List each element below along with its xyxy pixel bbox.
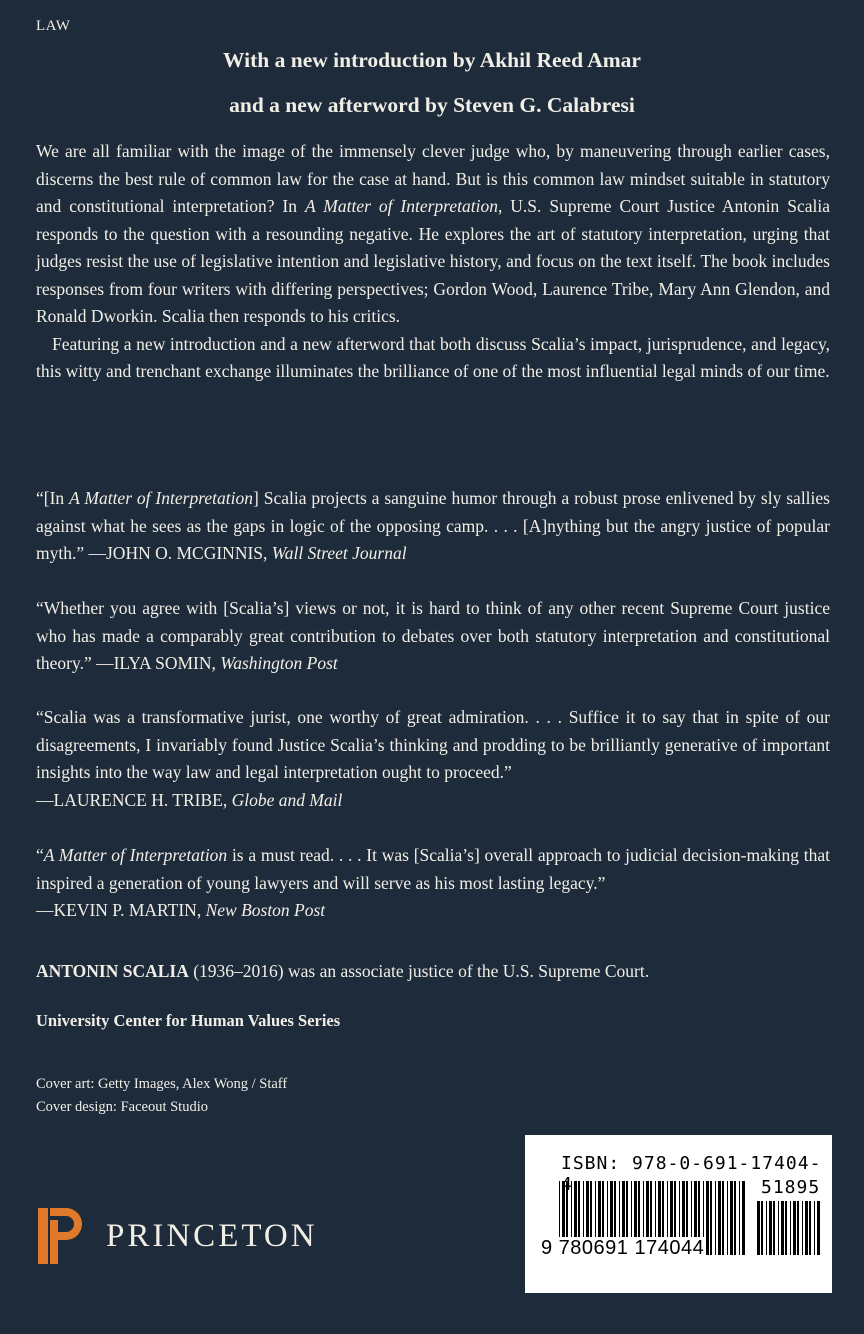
price-code: 51895 (761, 1177, 821, 1198)
barcode-icon (525, 1135, 832, 1293)
isbn-label: ISBN: 978-0-691-17404-4 (561, 1153, 822, 1195)
cover-design-credit: Cover design: Faceout Studio (36, 1099, 208, 1115)
publisher-name: PRINCETON (106, 1218, 318, 1254)
author-name: ANTONIN SCALIA (36, 961, 189, 981)
isbn-barcode (525, 1135, 832, 1293)
quote-martin (36, 842, 830, 925)
author-bio (36, 958, 830, 986)
headline-line-2: and a new afterword by Steven G. Calabresi (229, 93, 635, 117)
description-text: We are all familiar with the image of the immensely clever judge who, by maneuvering through earlier cases, discerns the best rule of common law for the case at hand. But is this common law mindset suitable in statutory and constitutional interpretation? In (36, 141, 830, 216)
quote-mcginnis (36, 485, 830, 568)
quote-somin (36, 595, 830, 678)
quote-source: Washington Post (220, 653, 338, 673)
description-text: , U.S. Supreme Court Justice Antonin Scalia responds to the question with a resounding negative. He explores the art of statutory interpretation, urging that judges resist the use of legislative intention and legislative history, and focus on the text itself. The book includes responses from four writers with differing perspectives; Gordon Wood, Laurence Tribe, Mary Ann Glendon, and Ronald Dworkin. Scalia then responds to his critics. (36, 196, 830, 326)
quote-source: New Boston Post (205, 900, 326, 920)
quote-text: is a must read. . . . It was [Scalia’s] overall approach to judicial decision-making that inspired a generation of young lawyers and will serve as his most lasting legacy.” (36, 845, 830, 893)
bio-text: (1936–2016) was an associate justice of the U.S. Supreme Court. (188, 961, 650, 981)
quote-text: “Whether you agree with [Scalia’s] views or not, it is hard to think of any other recent Supreme Court justice who has made a comparably great contribution to debates over both statutory interpretation and constitutional theory.” —ILYA SOMIN, (36, 598, 830, 673)
quote-attribution: —LAURENCE H. TRIBE, (36, 789, 232, 810)
publisher-logo (36, 1204, 356, 1268)
quote-attribution: —KEVIN P. MARTIN, (36, 900, 206, 920)
category-label: LAW (36, 18, 71, 34)
cover-credits (36, 1073, 287, 1119)
book-title: A Matter of Interpretation (304, 196, 498, 216)
series-name: University Center for Human Values Series (36, 1011, 341, 1030)
quote-text: “Scalia was a transformative jurist, one worthy of great admiration. . . . Suffice it to say that in spite of our disagreements, I invariably found Justice Scalia’s thinking and prodding to be brilliantly generative of important insights into the way law and legal interpretation ought to proceed.” (36, 707, 830, 782)
quote-source: Globe and Mail (231, 789, 343, 810)
quote-text: “ (36, 845, 44, 865)
barcode-digits: 9 780691 174044 (541, 1237, 705, 1259)
quote-tribe (36, 704, 830, 814)
princeton-p-icon (36, 1204, 96, 1268)
description-paragraph-1 (36, 138, 830, 331)
book-description (36, 138, 830, 386)
book-title: A Matter of Interpretation (69, 488, 253, 508)
quote-source: Wall Street Journal (271, 543, 407, 563)
book-title: A Matter of Interpretation (43, 845, 228, 865)
description-paragraph-2: Featuring a new introduction and a new afterword that both discuss Scalia’s impact, jurisprudence, and legacy, this witty and trenchant exchange illuminates the brilliance of one of the most influential legal minds of our time. (36, 333, 830, 381)
quote-text: “[In (36, 488, 70, 508)
cover-art-credit: Cover art: Getty Images, Alex Wong / Staff (36, 1076, 288, 1092)
quote-text: ] Scalia projects a sanguine humor through a robust prose enlivened by sly sallies against what he sees as the gaps in logic of the opposing camp. . . . [A]nything but the angry justice of popular myth.” —JOHN O. MCGINNIS, (36, 488, 830, 563)
headline-line-1: With a new introduction by Akhil Reed Amar (223, 48, 641, 72)
